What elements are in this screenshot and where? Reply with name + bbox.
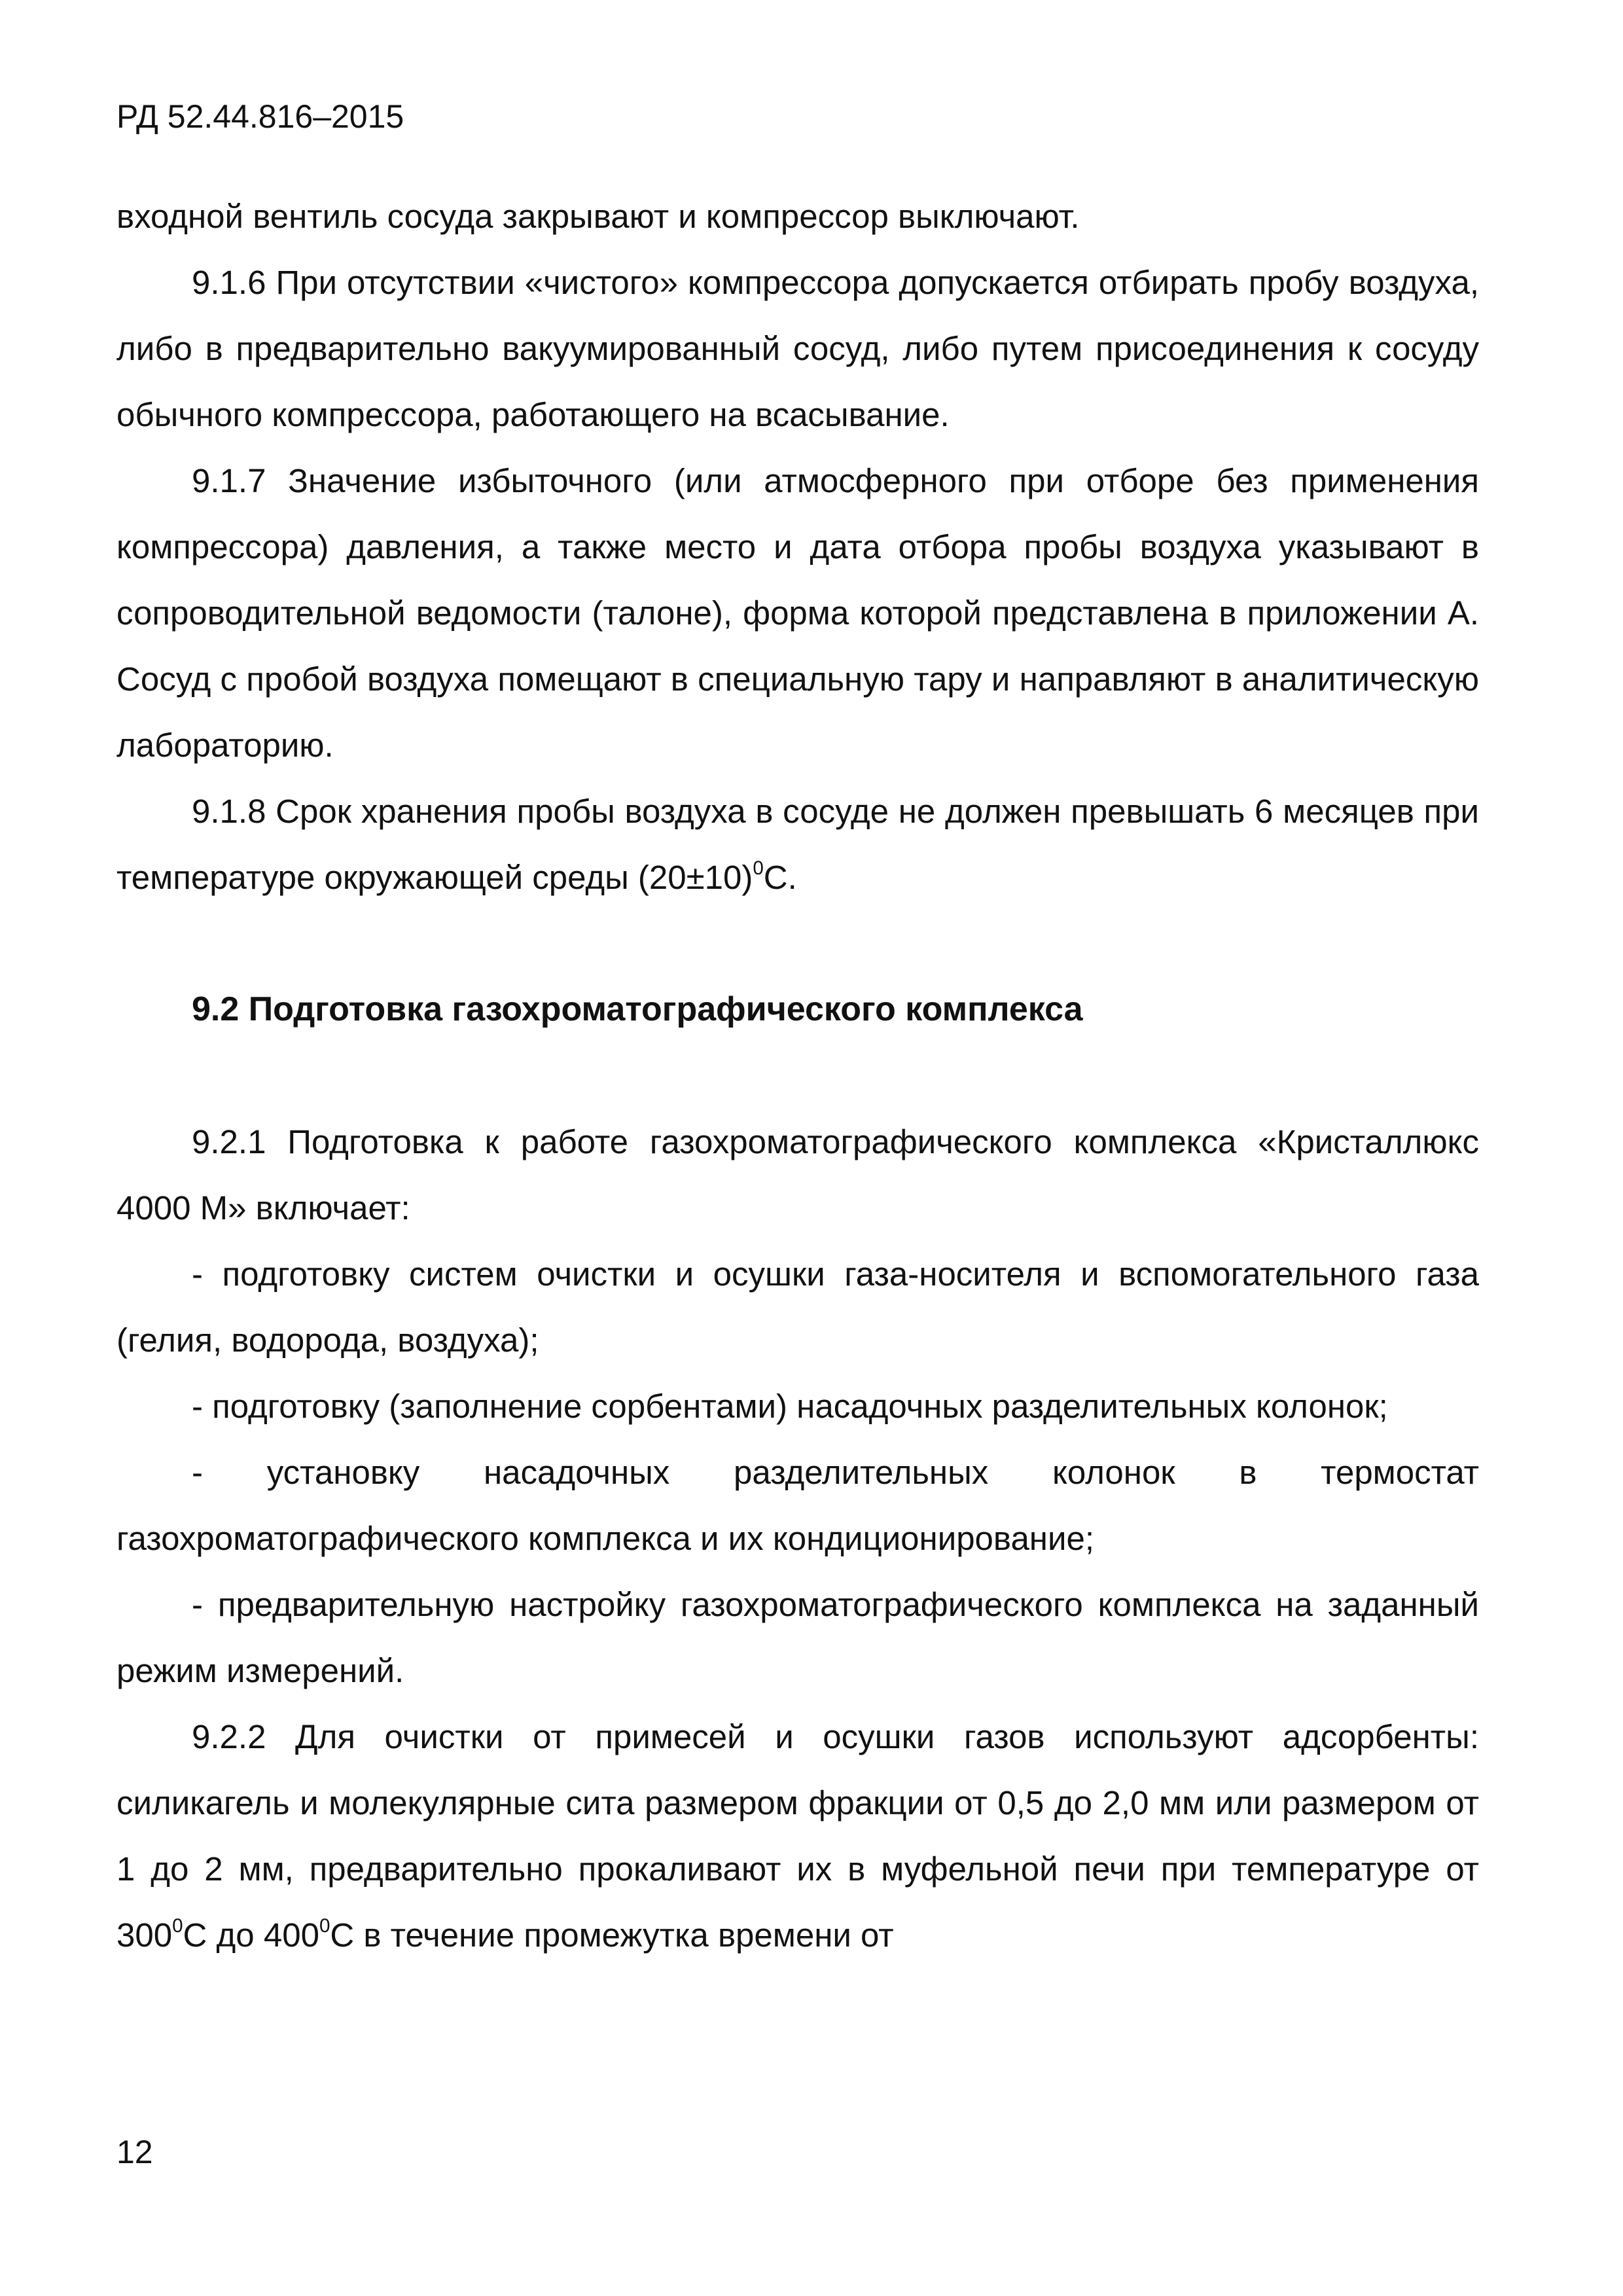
paragraph-9-1-6: 9.1.6 При отсутствии «чистого» компрессора допускается отбирать пробу воздуха, либо в предварительно вакуумированный сосуд, либо путем присоединения к сосуду обычного компрессора, работающего на всасывание. xyxy=(116,264,1479,433)
degree-superscript: 0 xyxy=(319,1915,330,1937)
paragraph-9-2-2 xyxy=(116,1704,1479,1968)
degree-superscript: 0 xyxy=(753,857,764,880)
list-item: - подготовку (заполнение сорбентами) насадочных разделительных колонок; xyxy=(192,1388,1388,1425)
spacer xyxy=(116,910,1479,977)
paragraph-9-2-2-text: С до 400 xyxy=(183,1916,319,1954)
paragraph-9-2-2-text: С в течение промежутка времени от xyxy=(330,1916,894,1954)
list-item: - установку насадочных разделительных колонок в термостат газохроматографического комплекса и их кондиционирование; xyxy=(116,1454,1479,1557)
paragraph-continuation: входной вентиль сосуда закрывают и компрессор выключают. xyxy=(116,198,1080,235)
spacer xyxy=(116,1043,1479,1109)
list-item: - предварительную настройку газохроматографического комплекса на заданный режим измерений. xyxy=(116,1586,1479,1689)
paragraph-9-1-7: 9.1.7 Значение избыточного (или атмосферного при отборе без применения компрессора) давления, а также место и дата отбора пробы воздуха указывают в сопроводительной ведомости (талоне), форма которой представлена в приложении А. Сосуд с пробой воздуха помещают в специальную тару и направляют в аналитическую лабораторию. xyxy=(116,462,1479,764)
paragraph-9-1-8-unit: С. xyxy=(763,859,797,896)
page-number: 12 xyxy=(116,2134,153,2170)
section-heading-9-2: 9.2 Подготовка газохроматографического комплекса xyxy=(192,990,1083,1028)
paragraph-9-1-8 xyxy=(116,778,1479,910)
paragraph-9-2-1: 9.2.1 Подготовка к работе газохроматографического комплекса «Кристаллюкс 4000 М» включает: xyxy=(116,1123,1479,1227)
list-item: - подготовку систем очистки и осушки газа-носителя и вспомогательного газа (гелия, водорода, воздуха); xyxy=(116,1255,1479,1359)
document-code-header: РД 52.44.816–2015 xyxy=(116,98,404,135)
page-content xyxy=(116,183,1479,1968)
paragraph-9-1-8-text: 9.1.8 Срок хранения пробы воздуха в сосуде не должен превышать 6 месяцев при температуре окружающей среды (20±10) xyxy=(116,793,1479,896)
paragraph-9-2-2-text: 9.2.2 Для очистки от примесей и осушки газов используют адсорбенты: силикагель и молекулярные сита размером фракции от 0,5 до 2,0 мм или размером от 1 до 2 мм, предварительно прокаливают их в муфельной печи при температуре от 300 xyxy=(116,1718,1479,1954)
degree-superscript: 0 xyxy=(172,1915,183,1937)
